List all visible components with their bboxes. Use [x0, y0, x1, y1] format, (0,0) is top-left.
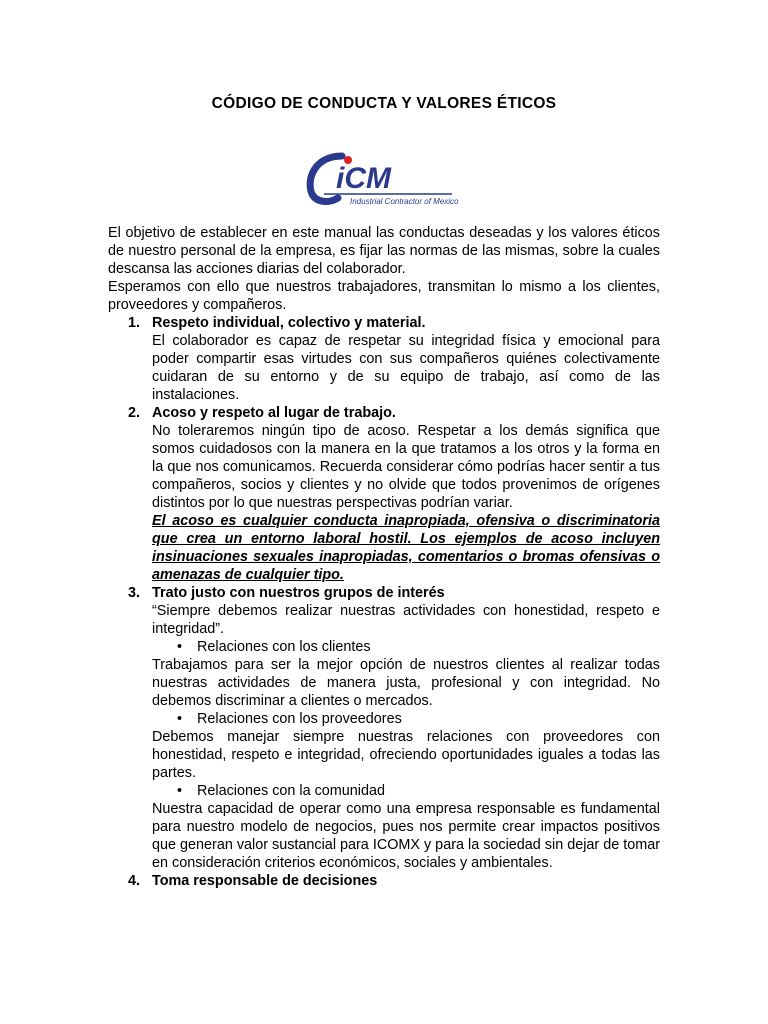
harassment-definition: El acoso es cualquier conducta inapropiada, ofensiva o discriminatoria que crea un entorno laboral hostil. Los ejemplos de acoso incluyen insinuaciones sexuales inapropiadas, comentarios o bromas ofensivas o amenazas de cualquier tipo. — [152, 513, 660, 583]
bullet-text-suppliers: Debemos manejar siempre nuestras relaciones con proveedores con honestidad, respeto e integridad, ofreciendo oportunidades iguales a todas las partes. — [152, 729, 660, 781]
bullet-text-clients: Trabajamos para ser la mejor opción de nuestros clientes al realizar todas nuestras actividades de manera justa, profesional y con integridad. No debemos discriminar a clientes o mercados. — [152, 657, 660, 709]
section-number: 1. — [128, 315, 141, 331]
bullet-suppliers — [177, 710, 660, 728]
logo-tagline: Industrial Contractor of Mexico — [350, 197, 459, 206]
document-body — [108, 224, 660, 890]
section-heading-3 — [128, 584, 660, 602]
section-quote: “Siempre debemos realizar nuestras actividades con honestidad, respeto e integridad”. — [152, 603, 660, 637]
section-heading-4 — [128, 872, 660, 890]
section-number: 3. — [128, 585, 141, 601]
section-number: 2. — [128, 405, 141, 421]
logo-graphic — [302, 150, 466, 210]
bullet-label: Relaciones con los proveedores — [197, 711, 402, 727]
section-heading-text: Toma responsable de decisiones — [152, 873, 378, 889]
section-heading-2 — [128, 404, 660, 422]
logo-text: iCM — [336, 162, 391, 195]
intro-paragraph-1: El objetivo de establecer en este manual las conductas deseadas y los valores éticos de nuestro personal de la empresa, es fijar las normas de las mismas, sobre la cuales descansa las acciones diarias del colaborador. — [108, 225, 660, 277]
bullet-dot-icon: • — [177, 783, 183, 799]
section-text-1: El colaborador es capaz de respetar su integridad física y emocional para poder compartir esas virtudes con sus compañeros quiénes colectivamente cuidaran de su entorno y de su equipo de trabajo, así como de las instalaciones. — [152, 333, 660, 403]
section-heading-1 — [128, 314, 660, 332]
section-heading-text: Acoso y respeto al lugar de trabajo. — [152, 405, 396, 421]
bullet-label: Relaciones con la comunidad — [197, 783, 385, 799]
bullet-clients — [177, 638, 660, 656]
bullet-dot-icon: • — [177, 711, 183, 727]
company-logo — [302, 150, 466, 210]
bullet-text-community: Nuestra capacidad de operar como una empresa responsable es fundamental para nuestro modelo de negocios, pues nos permite crear impactos positivos que generan valor sustancial para ICOMX y para la sociedad sin dejar de tomar en consideración criterios económicos, sociales y ambientales. — [152, 801, 660, 871]
bullet-community — [177, 782, 660, 800]
bullet-label: Relaciones con los clientes — [197, 639, 371, 655]
document-title: CÓDIGO DE CONDUCTA Y VALORES ÉTICOS — [211, 95, 557, 112]
section-text-2: No toleraremos ningún tipo de acoso. Respetar a los demás significa que somos cuidadosos con la manera en la que tratamos a los otros y la forma en la que nos comunicamos. Recuerda considerar cómo podrías hacer sentir a tus compañeros, socios y clientes y no olvide que todos provenimos de orígenes distintos por lo que nuestras perspectivas podrían variar. — [152, 423, 660, 511]
section-number: 4. — [128, 873, 141, 889]
bullet-dot-icon: • — [177, 639, 183, 655]
section-heading-text: Respeto individual, colectivo y material. — [152, 315, 426, 331]
section-heading-text: Trato justo con nuestros grupos de interés — [152, 585, 445, 601]
intro-paragraph-2: Esperamos con ello que nuestros trabajadores, transmitan lo mismo a los clientes, proveedores y compañeros. — [108, 279, 660, 313]
